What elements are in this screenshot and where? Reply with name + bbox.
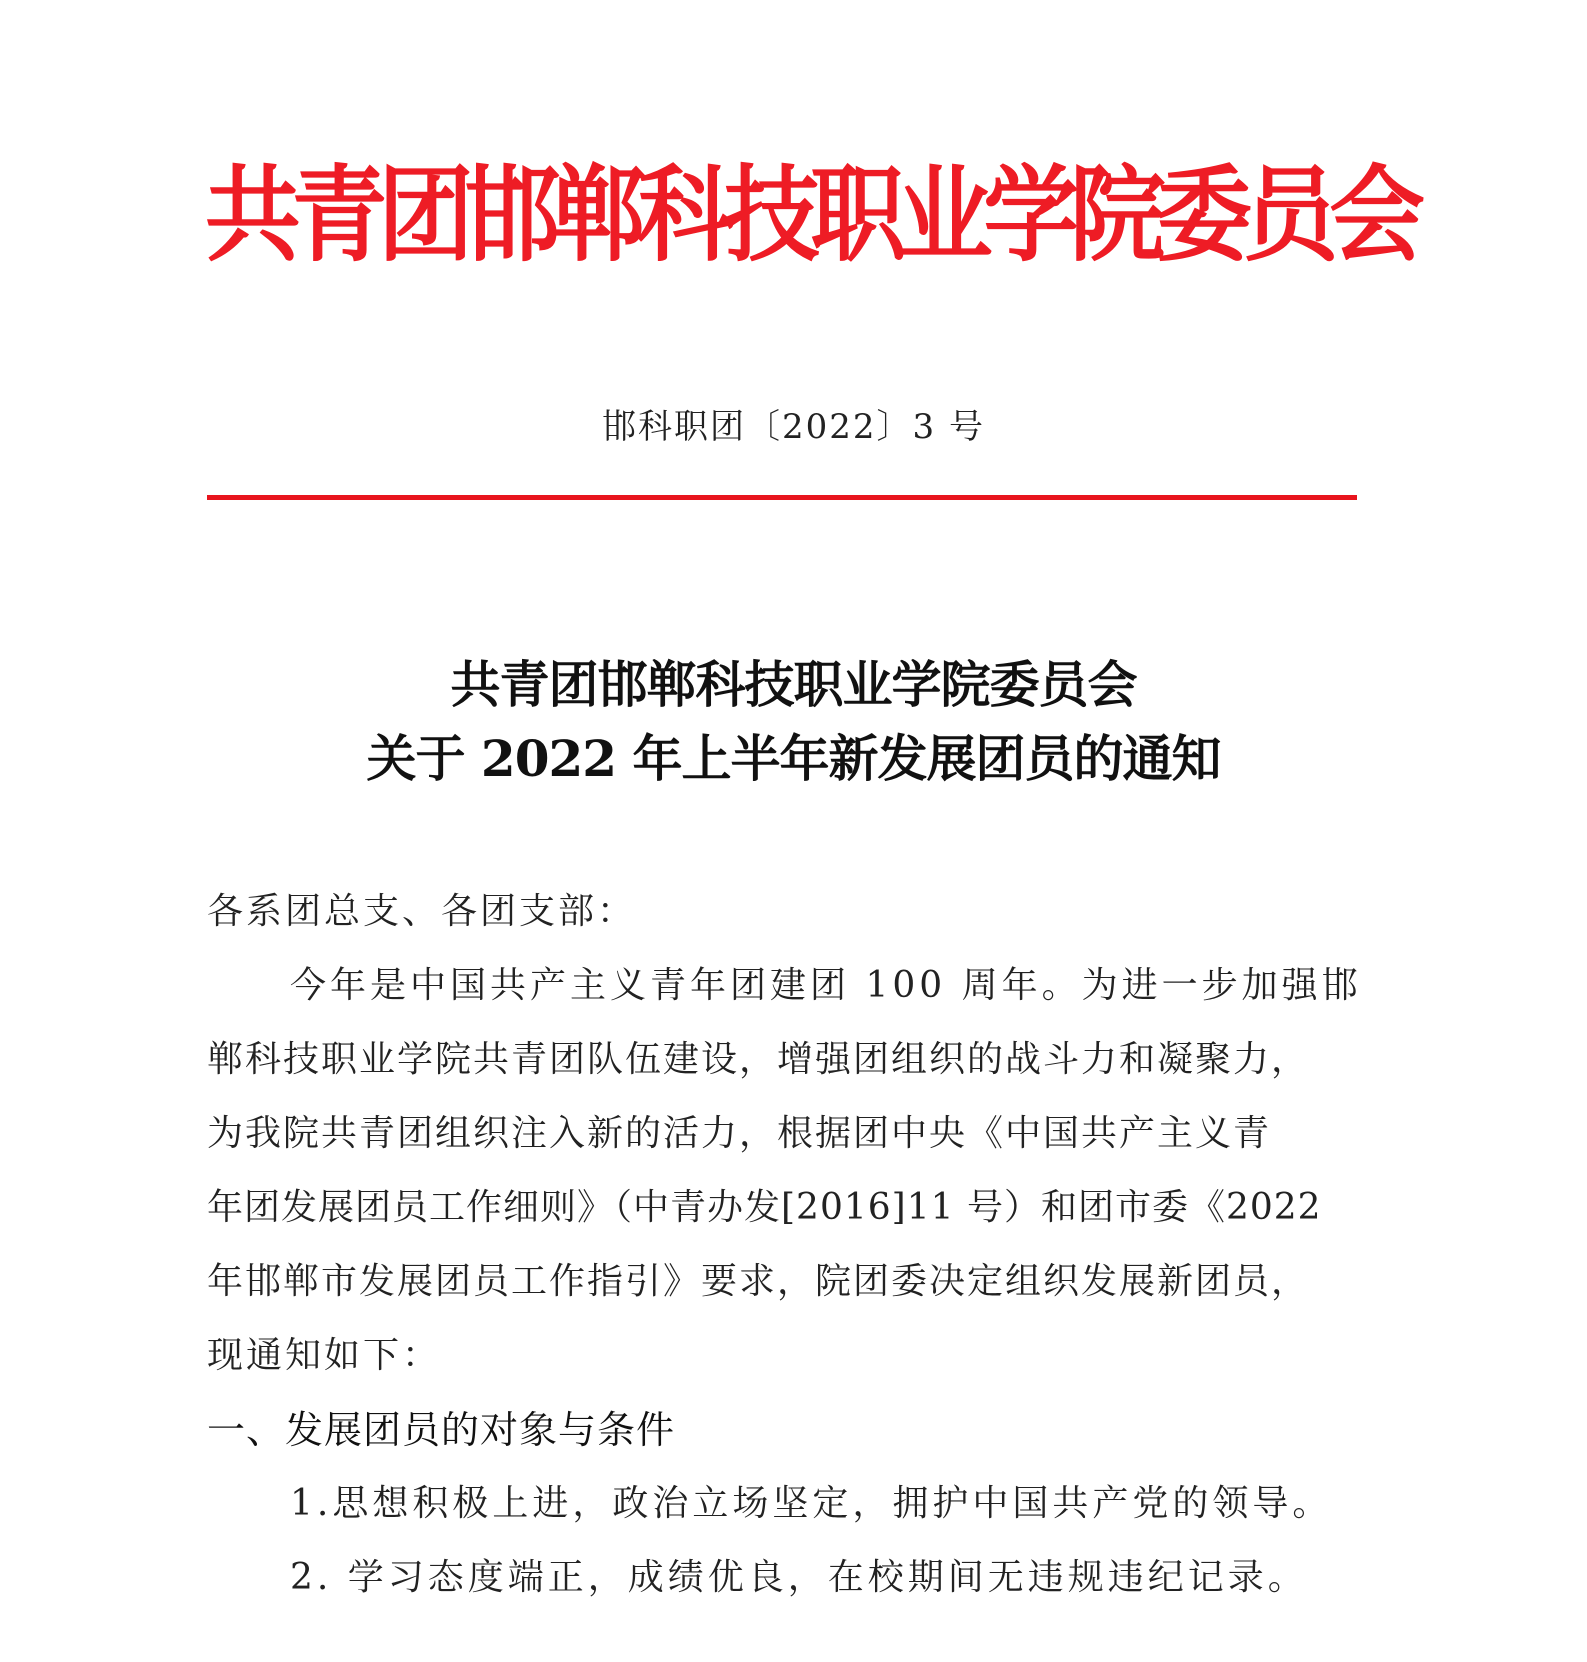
notice-title-line-1: 共青团邯郸科技职业学院委员会	[450, 655, 1137, 714]
red-divider-line	[207, 495, 1357, 500]
salutation: 各系团总支、各团支部：	[207, 891, 637, 932]
paragraph-line: 今年是中国共产主义青年团建团 100 周年。为进一步加强邯	[290, 965, 1362, 1006]
list-item: 2. 学习态度端正，成绩优良，在校期间无违规违纪记录。	[290, 1557, 1308, 1598]
paragraph-line: 年团发展团员工作细则》（中青办发[2016]11 号）和团市委《2022	[207, 1187, 1322, 1228]
paragraph-line: 为我院共青团组织注入新的活力，根据团中央《中国共产主义青	[207, 1113, 1272, 1154]
list-item: 1.思想积极上进，政治立场坚定，拥护中国共产党的领导。	[290, 1483, 1333, 1524]
notice-title	[0, 648, 1587, 796]
red-header-org-name: 共青团邯郸科技职业学院委员会	[205, 153, 1416, 276]
document-number: 邯科职团〔2022〕3 号	[602, 407, 985, 447]
section-heading: 一、发展团员的对象与条件	[207, 1408, 676, 1452]
notice-title-line-2: 关于 2022 年上半年新发展团员的通知	[366, 729, 1221, 788]
paragraph-line: 现通知如下：	[207, 1335, 442, 1376]
paragraph-line: 郸科技职业学院共青团队伍建设，增强团组织的战斗力和凝聚力，	[207, 1039, 1310, 1080]
paragraph-line: 年邯郸市发展团员工作指引》要求，院团委决定组织发展新团员，	[207, 1261, 1310, 1302]
